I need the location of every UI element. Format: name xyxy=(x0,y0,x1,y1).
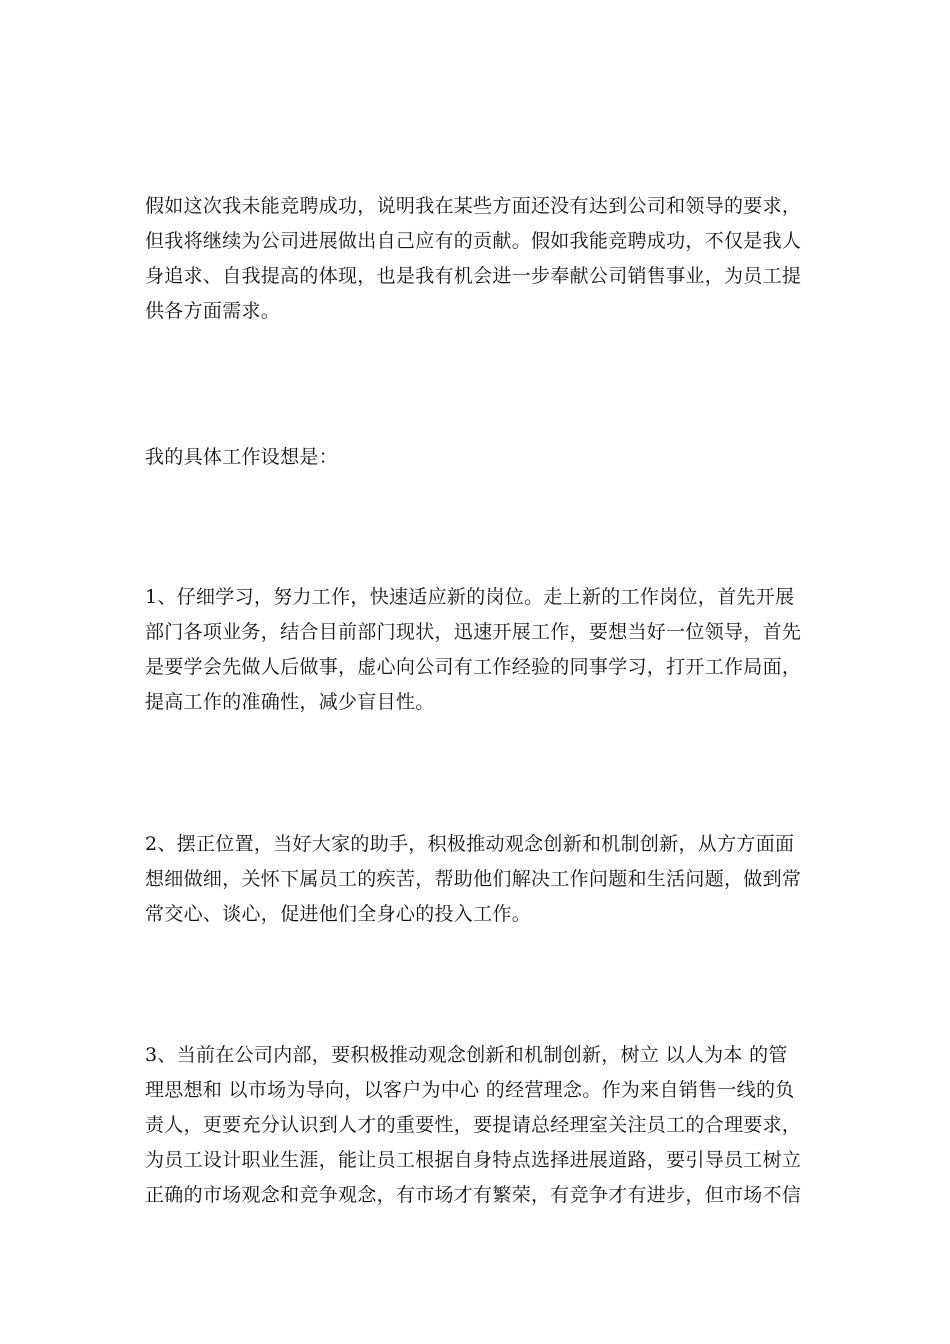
paragraph-item-2 xyxy=(145,827,805,932)
text-line: 部门各项业务，结合目前部门现状，迅速开展工作，要想当好一位领导，首先 xyxy=(145,621,802,643)
paragraph-work-plan-heading xyxy=(145,440,805,475)
text-line: 假如这次我未能竞聘成功，说明我在某些方面还没有达到公司和领导的要求， xyxy=(145,195,802,217)
paragraph-item-3 xyxy=(145,1038,805,1213)
text-line: 责人，更要充分认识到人才的重要性，要提请总经理室关注员工的合理要求， xyxy=(145,1114,802,1136)
text-line: 我的具体工作设想是： xyxy=(145,446,339,468)
paragraph-item-1 xyxy=(145,580,805,720)
text-line: 常交心、谈心，促进他们全身心的投入工作。 xyxy=(145,903,532,925)
text-line: 但我将继续为公司进展做出自己应有的贡献。假如我能竞聘成功，不仅是我人 xyxy=(145,230,802,252)
text-line: 提高工作的准确性，减少盲目性。 xyxy=(145,691,435,713)
paragraph-competition-outcome xyxy=(145,189,805,329)
text-line: 为员工设计职业生涯，能让员工根据自身特点选择进展道路，要引导员工树立 xyxy=(145,1149,802,1171)
text-line: 3、当前在公司内部，要积极推动观念创新和机制创新，树立 以人为本 的管 xyxy=(145,1044,788,1066)
text-line: 身追求、自我提高的体现，也是我有机会进一步奉献公司销售事业，为员工提 xyxy=(145,265,802,287)
text-line: 2、摆正位置，当好大家的助手，积极推动观念创新和机制创新，从方方面面 xyxy=(145,833,795,855)
text-line: 正确的市场观念和竞争观念，有市场才有繁荣，有竞争才有进步，但市场不信 xyxy=(145,1184,802,1206)
text-line: 1、仔细学习，努力工作，快速适应新的岗位。走上新的工作岗位，首先开展 xyxy=(145,586,795,608)
text-line: 想细做细，关怀下属员工的疾苦，帮助他们解决工作问题和生活问题，做到常 xyxy=(145,868,802,890)
text-line: 供各方面需求。 xyxy=(145,300,281,322)
text-line: 是要学会先做人后做事，虚心向公司有工作经验的同事学习，打开工作局面， xyxy=(145,656,802,678)
text-line: 理思想和 以市场为导向，以客户为中心 的经营理念。作为来自销售一线的负 xyxy=(145,1079,795,1101)
